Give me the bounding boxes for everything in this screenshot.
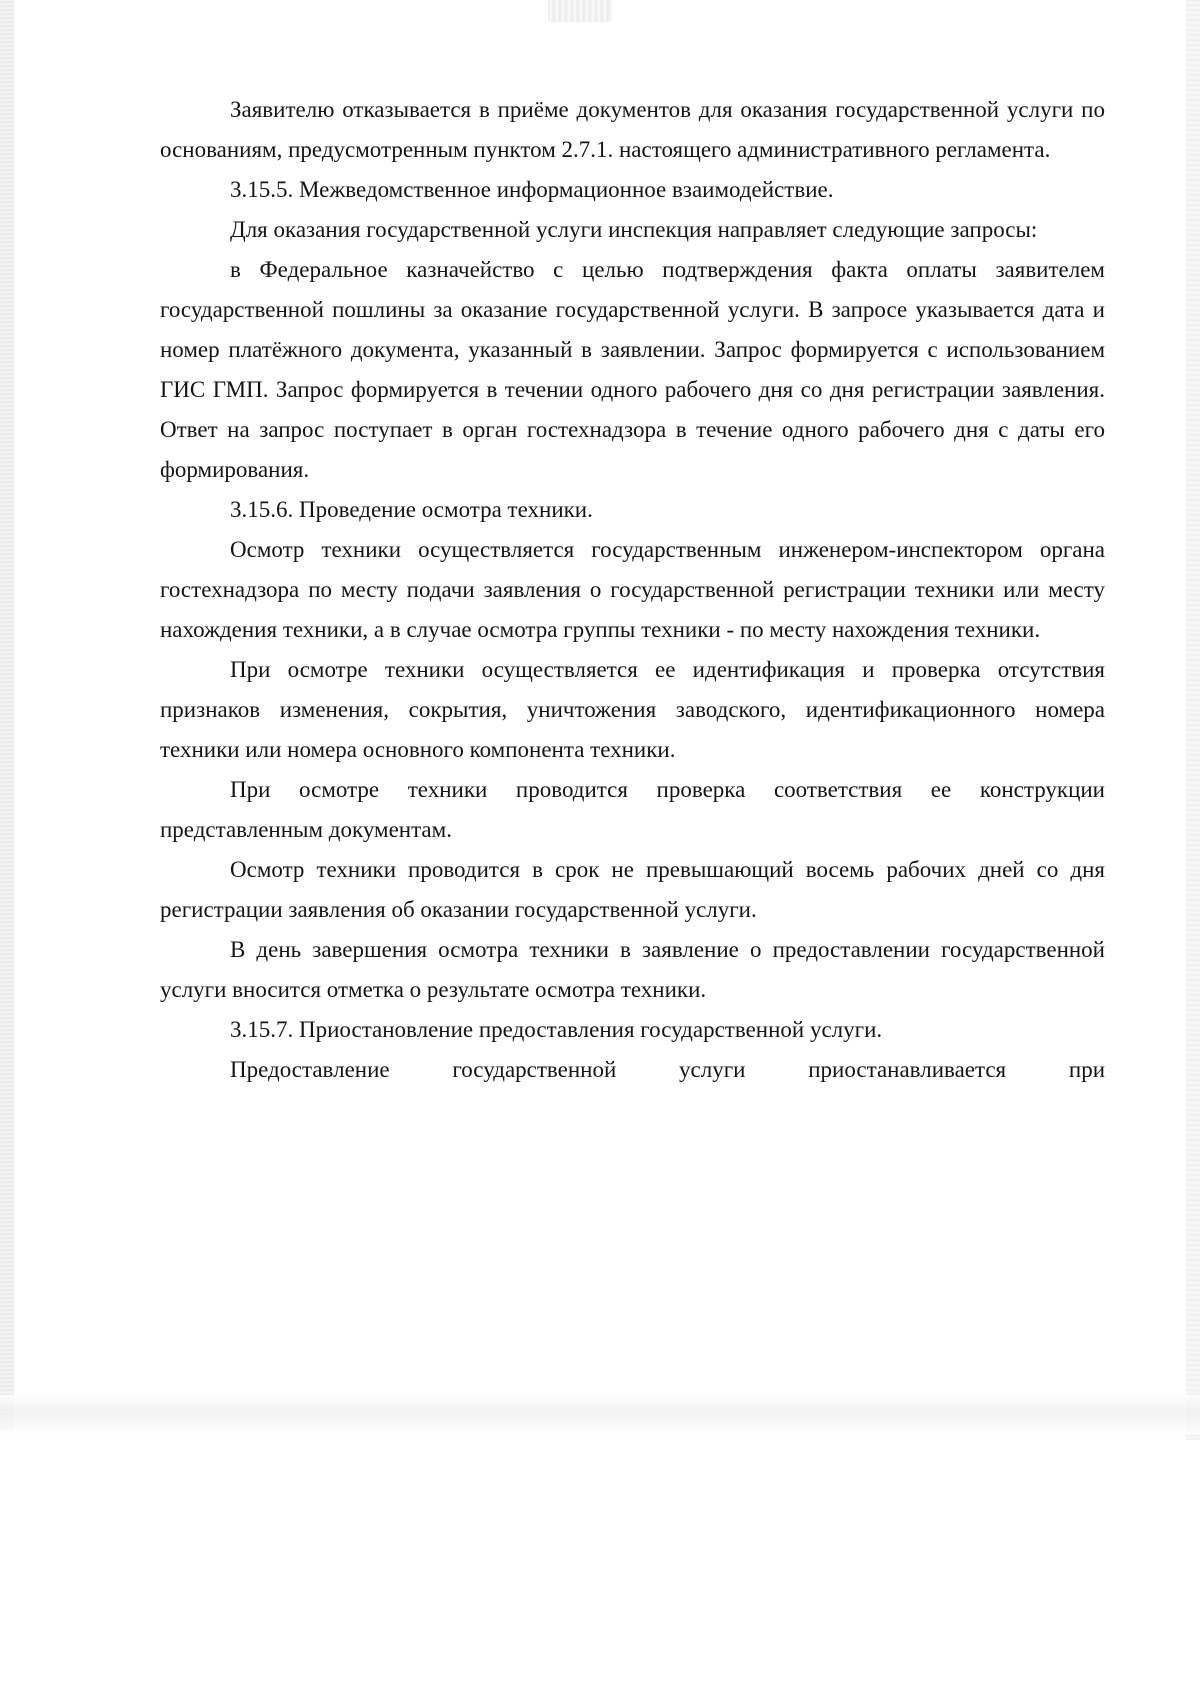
paragraph-identification: При осмотре техники осуществляется ее идентификация и проверка отсутствия признаков изменения, сокрытия, уничтожения заводского, идентификационного номера техники или номера основного компонента техники.	[160, 657, 1105, 762]
scan-edge-left	[0, 0, 14, 1430]
scan-edge-right	[1186, 0, 1200, 1440]
scan-top-artifact	[548, 0, 612, 22]
section-heading-3-15-5: 3.15.5. Межведомственное информационное взаимодействие.	[230, 177, 834, 202]
paragraph-inspection-place: Осмотр техники осуществляется государственным инженером-инспектором органа гостехнадзора по месту подачи заявления о государственной регистрации техники или месту нахождения техники, а в случае осмотра группы техники - по месту нахождения техники.	[160, 537, 1105, 642]
section-heading-3-15-6: 3.15.6. Проведение осмотра техники.	[230, 497, 593, 522]
paragraph-inspection-term: Осмотр техники проводится в срок не превышающий восемь рабочих дней со дня регистрации заявления об оказании государственной услуги.	[160, 857, 1105, 922]
paragraph-suspension: Предоставление государственной услуги приостанавливается при	[230, 1057, 1105, 1082]
section-heading-3-15-7: 3.15.7. Приостановление предоставления государственной услуги.	[230, 1017, 883, 1042]
paragraph-conformity-check: При осмотре техники проводится проверка соответствия ее конструкции представленным документам.	[160, 777, 1105, 842]
document-body	[160, 90, 1105, 1090]
paragraph-refusal: Заявителю отказывается в приёме документов для оказания государственной услуги по основаниям, предусмотренным пунктом 2.7.1. настоящего административного регламента.	[160, 97, 1105, 162]
paragraph-treasury-request: в Федеральное казначейство с целью подтверждения факта оплаты заявителем государственной пошлины за оказание государственной услуги. В запросе указывается дата и номер платёжного документа, указанный в заявлении. Запрос формируется с использованием ГИС ГМП. Запрос формируется в течении одного рабочего дня со дня регистрации заявления. Ответ на запрос поступает в орган гостехнадзора в течение одного рабочего дня с даты его формирования.	[160, 257, 1105, 482]
paragraph-requests-intro: Для оказания государственной услуги инспекция направляет следующие запросы:	[230, 217, 1038, 242]
scan-edge-bottom	[0, 1395, 1200, 1435]
paragraph-inspection-mark: В день завершения осмотра техники в заявление о предоставлении государственной услуги вносится отметка о результате осмотра техники.	[160, 937, 1105, 1002]
